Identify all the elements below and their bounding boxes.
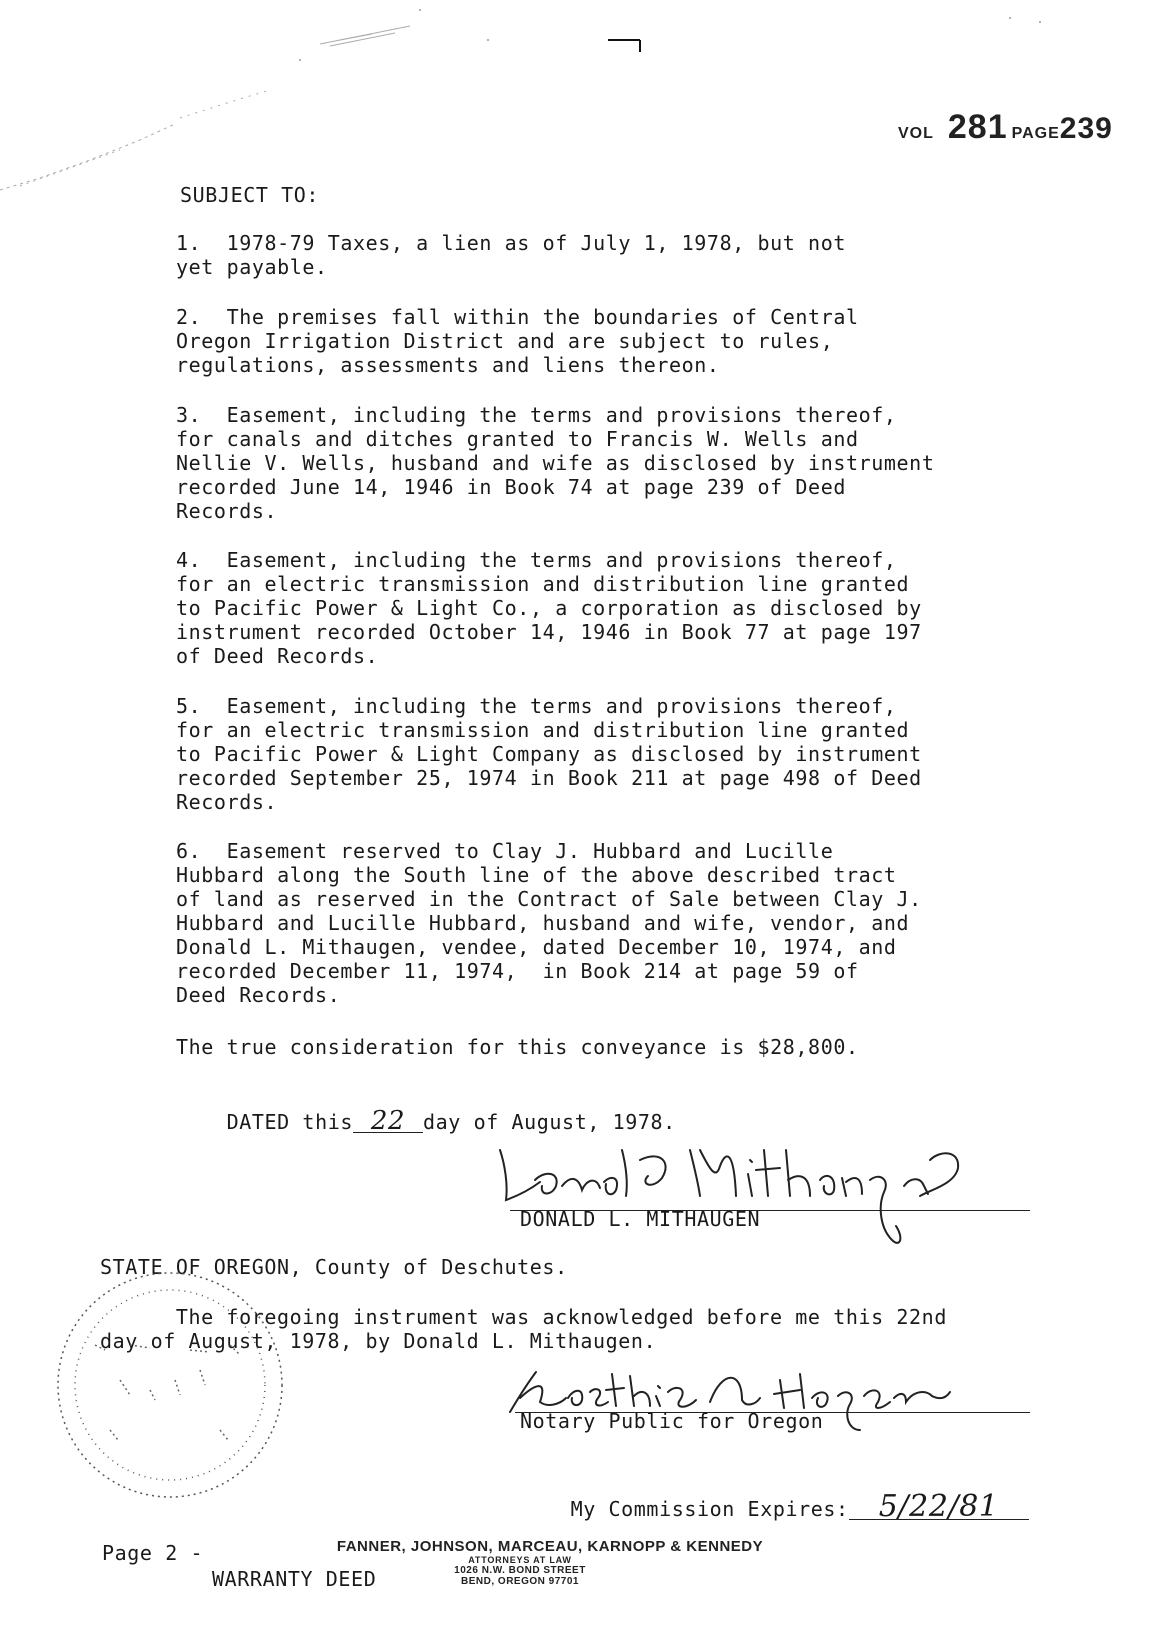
commission-expires (520, 1471, 1029, 1545)
vol-label: VOL (898, 125, 934, 142)
subject-heading: SUBJECT TO: (180, 183, 320, 207)
consideration-statement: The true consideration for this conveyance is $28,800. (176, 1035, 859, 1059)
footer-page-label: Page 2 - (102, 1541, 204, 1565)
law-firm-block (300, 1538, 800, 1587)
firm-subtitle: ATTORNEYS AT LAW (468, 1555, 572, 1565)
dated-suffix: day of August, 1978. (423, 1110, 676, 1134)
firm-street: 1026 N.W. BOND STREET (454, 1565, 586, 1576)
notary-title: Notary Public for Oregon (520, 1409, 824, 1433)
grantor-name: DONALD L. MITHAUGEN (520, 1207, 761, 1231)
list-item-3: 3. Easement, including the terms and provisions thereof, for canals and ditches granted to Francis W. Wells and Nellie V. Wells, husband and wife as disclosed by instrument recorded June 14, 1946 in Book 74 at page 239 of Deed Records. (176, 403, 935, 523)
list-item-6: 6. Easement reserved to Clay J. Hubbard and Lucille Hubbard along the South line of the above described tract of land as reserved in the Contract of Sale between Clay J. Hubbard and Lucille Hubbard, husband and wife, vendor, and Donald L. Mithaugen, vendee, dated December 10, 1974, and recorded December 11, 1974, in Book 214 at page 59 of Deed Records. (176, 839, 922, 1007)
list-item-1: 1. 1978-79 Taxes, a lien as of July 1, 1978, but not yet payable. (176, 231, 846, 279)
vol-number: 281 (947, 108, 1008, 146)
list-item-5: 5. Easement, including the terms and provisions thereof, for an electric transmission and distribution line granted to Pacific Power & Light Company as disclosed by instrument recorded September 25, 1974 in Book 211 at page 498 of Deed Records. (176, 694, 922, 814)
firm-name: FANNER, JOHNSON, MARCEAU, KARNOPP & KENNEDY (336, 1538, 764, 1555)
list-item-4: 4. Easement, including the terms and provisions thereof, for an electric transmission and distribution line granted to Pacific Power & Light Co., a corporation as disclosed by instrument recorded October 14, 1946 in Book 77 at page 197 of Deed Records. (176, 548, 922, 668)
dated-prefix: DATED this (226, 1110, 353, 1134)
page-number: 239 (1059, 112, 1113, 145)
acknowledgment-text: The foregoing instrument was acknowledged before me this 22nd day of August, 1978, by Donald L. Mithaugen. (100, 1305, 947, 1353)
list-item-2: 2. The premises fall within the boundaries of Central Oregon Irrigation District and are subject to rules, regulations, assessments and liens thereon. (176, 305, 859, 377)
commission-label: My Commission Expires: (570, 1497, 849, 1521)
dated-day-field: 22 (353, 1110, 423, 1133)
state-county-line: STATE OF OREGON, County of Deschutes. (100, 1255, 568, 1279)
footer-document-title: WARRANTY DEED (212, 1567, 377, 1591)
firm-city: BEND, OREGON 97701 (461, 1576, 579, 1587)
page-label: PAGE (1011, 125, 1060, 142)
commission-date-field: 5/22/81 (849, 1495, 1029, 1520)
